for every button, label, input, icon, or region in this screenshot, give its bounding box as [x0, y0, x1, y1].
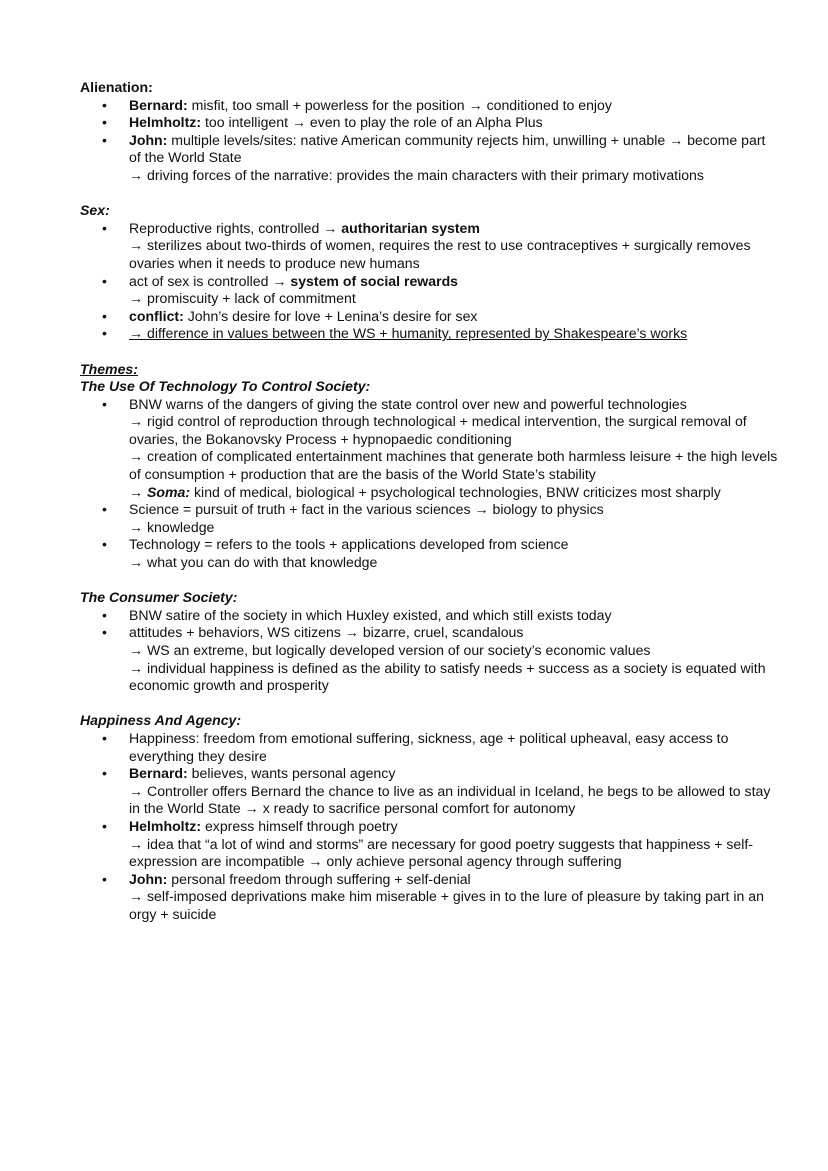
text-entertainment: → creation of complicated entertainment machines that generate both harmless leisure + the high levels of consumption + production that are the basis of the World State’s stability — [129, 448, 778, 483]
text-bernard-agency: believes, wants personal agency — [187, 765, 396, 782]
section-alienation — [80, 79, 780, 185]
text-ws-extreme: → WS an extreme, but logically developed version of our society’s economic values — [129, 642, 651, 658]
label-conflict: conflict: — [129, 307, 184, 324]
list-item-conflict — [80, 308, 780, 326]
label-helmholtz-poetry: Helmholtz: — [129, 817, 202, 834]
document-page — [80, 79, 780, 941]
text-bnw-warns: BNW warns of the dangers of giving the state control over new and powerful technologies — [129, 395, 687, 412]
list-item-technology — [80, 536, 780, 571]
list-item-bnw-satire — [80, 607, 780, 625]
list-item-bernard — [80, 97, 780, 115]
text-reproductive: Reproductive rights, controlled → — [129, 219, 342, 236]
text-rigid-control: → rigid control of reproduction through technological + medical intervention, the surgical removal of ovaries, the Bokanovsky Process + hypnopaedic conditioning — [129, 413, 747, 447]
label-bernard-agency: Bernard: — [129, 765, 188, 782]
bold-authoritarian: authoritarian system — [341, 219, 480, 236]
text-helmholtz-poetry: express himself through poetry — [201, 817, 398, 834]
label-john-freedom: John: — [129, 870, 168, 887]
list-item-helmholtz — [80, 114, 780, 132]
section-consumer — [80, 589, 780, 695]
text-individual-happiness: → individual happiness is defined as the ability to satisfy needs + success as a society is equated with economic growth and prosperity — [129, 659, 766, 694]
text-bernard-agency-extra: → Controller offers Bernard the chance to live as an individual in Iceland, he begs to be allowed to stay in the World State → x ready to sacrifice personal comfort for autonomy — [129, 782, 771, 817]
text-conflict: John’s desire for love + Lenina’s desire for sex — [183, 307, 478, 324]
list-item-bernard-agency — [80, 765, 780, 818]
text-helmholtz-poetry-extra: → idea that “a lot of wind and storms” are necessary for good poetry suggests that happiness + self-expression are incompatible → only achieve personal agency through suffering — [129, 835, 753, 870]
label-bernard: Bernard: — [129, 96, 188, 113]
text-difference: → difference in values between the WS + humanity, represented by Shakespeare’s works — [129, 325, 688, 342]
heading-happiness: Happiness And Agency: — [80, 712, 242, 729]
list-item-attitudes — [80, 624, 780, 694]
heading-sex: Sex: — [80, 202, 110, 219]
text-john-extra: → driving forces of the narrative: provides the main characters with their primary motivations — [129, 166, 704, 183]
consumer-list — [80, 607, 780, 695]
text-soma — [129, 484, 780, 502]
list-item-john — [80, 132, 780, 185]
text-technology: Technology = refers to the tools + applications developed from science — [129, 536, 569, 553]
list-item-reproductive-rights — [80, 220, 780, 273]
text-attitudes: attitudes + behaviors, WS citizens → bizarre, cruel, scandalous — [129, 624, 524, 641]
text-happiness-def: Happiness: freedom from emotional suffering, sickness, age + political upheaval, easy access to everything they desire — [129, 729, 729, 764]
section-happiness — [80, 712, 780, 923]
list-item-act-of-sex — [80, 273, 780, 308]
list-item-bnw-warns — [80, 396, 780, 502]
happiness-list — [80, 730, 780, 924]
list-item-happiness-def — [80, 730, 780, 765]
list-item-helmholtz-poetry — [80, 818, 780, 871]
text-science: Science = pursuit of truth + fact in the various sciences → biology to physics — [129, 501, 604, 518]
heading-consumer: The Consumer Society: — [80, 589, 238, 606]
text-soma-body: kind of medical, biological + psychological technologies, BNW criticizes most sharply — [190, 483, 721, 500]
text-reproductive-extra: → sterilizes about two-thirds of women, requires the rest to use contraceptives + surgically removes ovaries when it needs to produce new humans — [129, 237, 751, 271]
text-act-of-sex-extra: → promiscuity + lack of commitment — [129, 290, 356, 307]
section-sex — [80, 202, 780, 343]
text-john: multiple levels/sites: native American community rejects him, unwilling + unable → become part of the World State — [129, 131, 766, 166]
label-helmholtz: Helmholtz: — [129, 114, 202, 131]
list-item-difference — [80, 325, 780, 343]
text-science-extra: → knowledge — [129, 518, 215, 535]
text-bnw-satire: BNW satire of the society in which Huxley existed, and which still exists today — [129, 606, 612, 623]
alienation-list — [80, 97, 780, 185]
list-item-science — [80, 501, 780, 536]
bold-soma: Soma: — [147, 483, 191, 500]
sex-list — [80, 220, 780, 343]
text-bernard: misfit, too small + powerless for the position → conditioned to enjoy — [187, 96, 612, 113]
heading-technology: The Use Of Technology To Control Society: — [80, 378, 371, 395]
text-technology-extra: → what you can do with that knowledge — [129, 554, 378, 571]
technology-list — [80, 396, 780, 572]
list-item-john-freedom — [80, 871, 780, 924]
text-john-freedom: personal freedom through suffering + self-denial — [167, 870, 471, 887]
bold-social-rewards: system of social rewards — [290, 272, 459, 289]
label-john: John: — [129, 131, 168, 148]
section-technology — [80, 378, 780, 572]
heading-themes: Themes: — [80, 360, 138, 377]
heading-alienation: Alienation: — [80, 79, 153, 95]
text-act-of-sex: act of sex is controlled → — [129, 272, 291, 289]
text-soma-prefix: → — [129, 483, 148, 500]
text-john-freedom-extra: → self-imposed deprivations make him miserable + gives in to the lure of pleasure by taking part in an orgy + suicide — [129, 888, 764, 922]
text-helmholtz: too intelligent → even to play the role of an Alpha Plus — [201, 114, 543, 131]
